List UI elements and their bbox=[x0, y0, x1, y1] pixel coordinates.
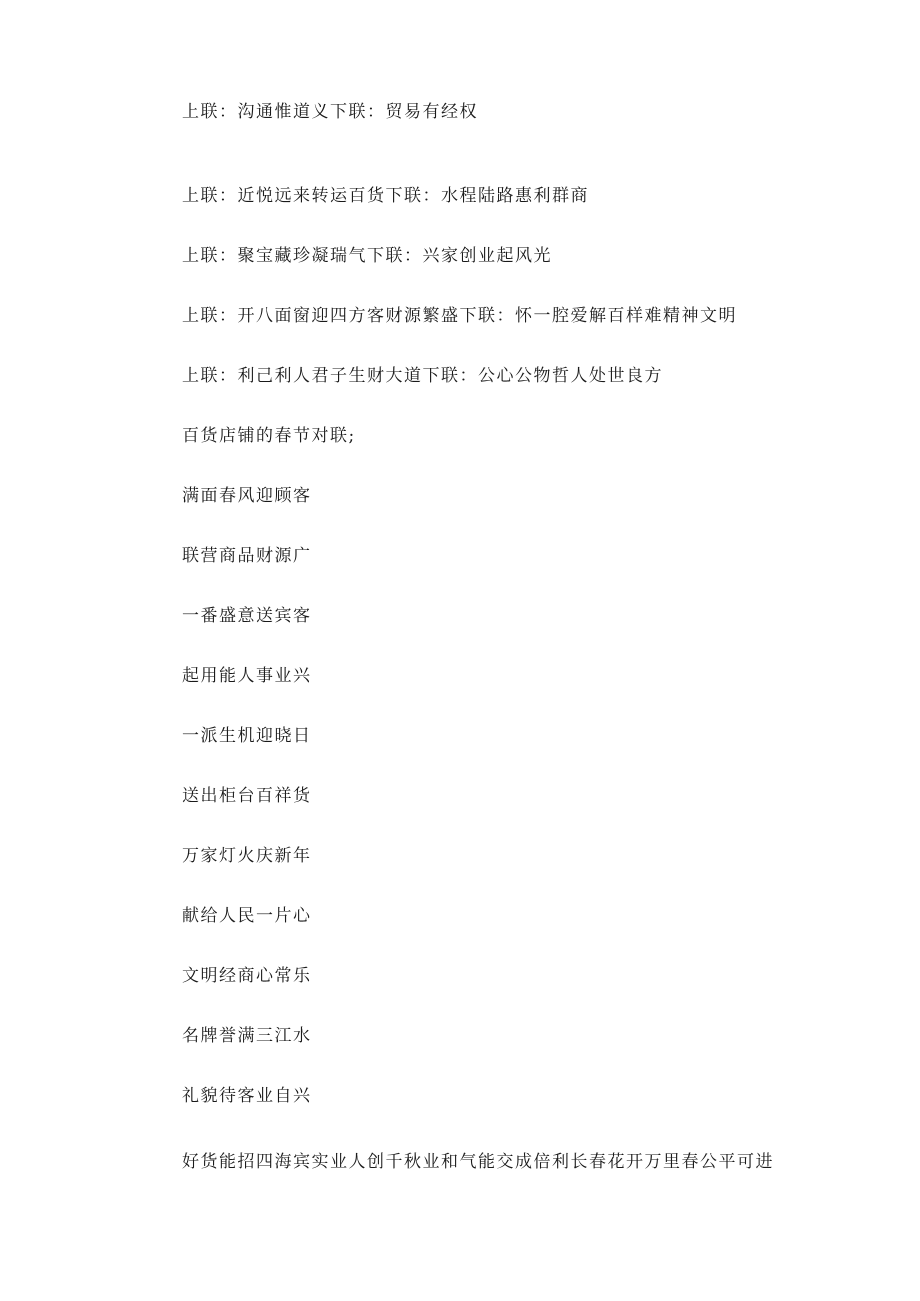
couplet-line-3: 上联：聚宝藏珍凝瑞气下联：兴家创业起风光 bbox=[182, 246, 552, 266]
couplet-line-14: 文明经商心常乐 bbox=[182, 966, 312, 986]
couplet-line-2: 上联：近悦远来转运百货下联：水程陆路惠利群商 bbox=[182, 186, 589, 206]
couplet-line-1: 上联：沟通惟道义下联：贸易有经权 bbox=[182, 102, 478, 122]
couplet-line-10: 一派生机迎晓日 bbox=[182, 726, 312, 746]
couplet-line-13: 献给人民一片心 bbox=[182, 906, 312, 926]
couplet-line-4: 上联：开八面窗迎四方客财源繁盛下联：怀一腔爱解百样难精神文明 bbox=[182, 306, 737, 326]
couplet-line-16: 礼貌待客业自兴 bbox=[182, 1086, 312, 1106]
couplet-line-17: 好货能招四海宾实业人创千秋业和气能交成倍利长春花开万里春公平可进 bbox=[182, 1152, 774, 1172]
couplet-line-7: 联营商品财源广 bbox=[182, 546, 312, 566]
couplet-line-6: 满面春风迎顾客 bbox=[182, 486, 312, 506]
couplet-line-8: 一番盛意送宾客 bbox=[182, 606, 312, 626]
couplet-line-12: 万家灯火庆新年 bbox=[182, 846, 312, 866]
couplet-line-11: 送出柜台百祥货 bbox=[182, 786, 312, 806]
couplet-line-15: 名牌誉满三江水 bbox=[182, 1026, 312, 1046]
couplet-line-9: 起用能人事业兴 bbox=[182, 666, 312, 686]
couplet-line-5: 上联：利己利人君子生财大道下联：公心公物哲人处世良方 bbox=[182, 366, 663, 386]
section-heading: 百货店铺的春节对联; bbox=[182, 426, 356, 446]
